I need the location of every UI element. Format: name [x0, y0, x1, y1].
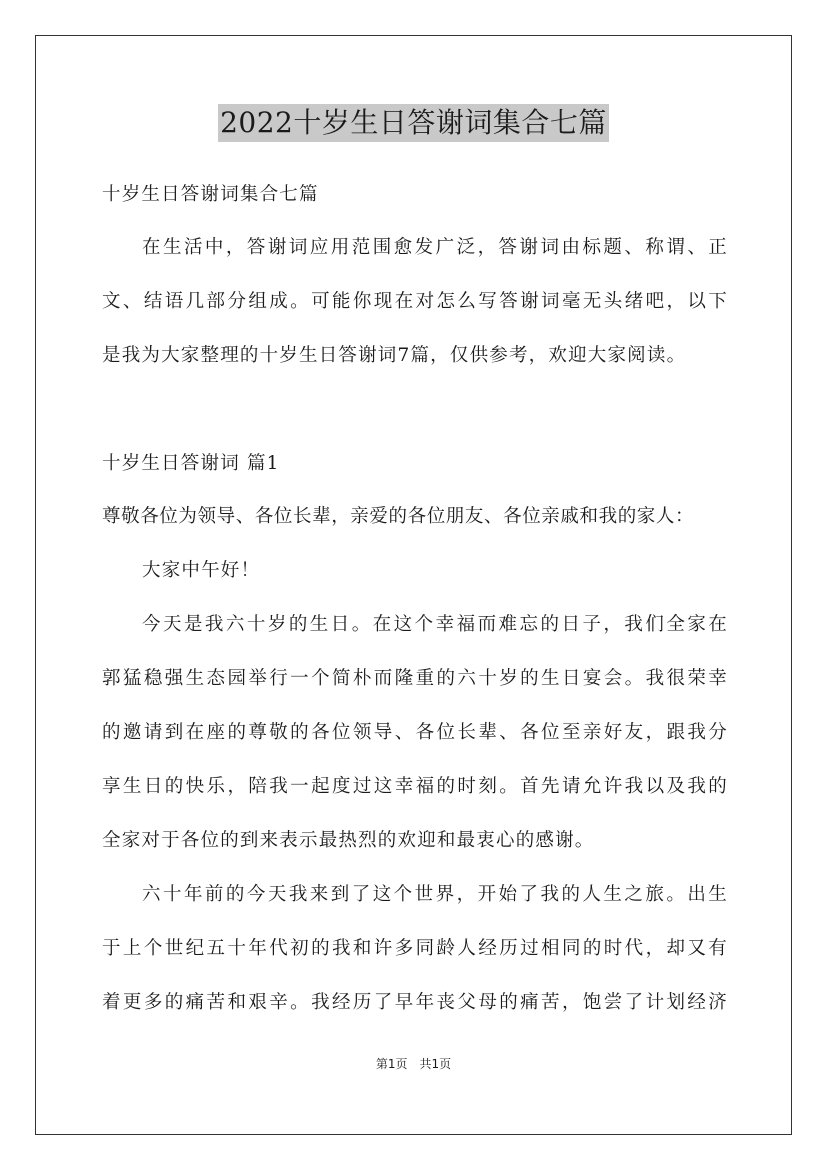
document-title: 2022十岁生日答谢词集合七篇 [218, 104, 609, 142]
para1-line-1: 今天是我六十岁的生日。在这个幸福而难忘的日子，我们全家在 [142, 614, 728, 635]
para2-line-3: 着更多的痛苦和艰辛。我经历了早年丧父母的痛苦，饱尝了计划经济 [102, 992, 728, 1013]
document-subtitle: 十岁生日答谢词集合七篇 [102, 184, 319, 205]
para1-line-4: 享生日的快乐，陪我一起度过这幸福的时刻。首先请允许我以及我的 [102, 776, 728, 797]
salutation: 尊敬各位为领导、各位长辈，亲爱的各位朋友、各位亲戚和我的家人： [102, 506, 695, 527]
para1-line-5: 全家对于各位的到来表示最热烈的欢迎和最衷心的感谢。 [102, 830, 595, 851]
para1-line-2: 郭猛稳强生态园举行一个简朴而隆重的六十岁的生日宴会。我很荣幸 [102, 668, 728, 689]
para2-line-1: 六十年前的今天我来到了这个世界，开始了我的人生之旅。出生 [142, 884, 728, 905]
greeting: 大家中午好！ [142, 560, 261, 581]
intro-line-1: 在生活中，答谢词应用范围愈发广泛，答谢词由标题、称谓、正 [142, 237, 728, 258]
section-heading: 十岁生日答谢词 篇1 [102, 453, 280, 474]
para1-line-3: 的邀请到在座的尊敬的各位领导、各位长辈、各位至亲好友，跟我分 [102, 722, 728, 743]
page-number-footer: 第1页 共1页 [375, 1057, 452, 1071]
para2-line-2: 于上个世纪五十年代初的我和许多同龄人经历过相同的时代，却又有 [102, 938, 728, 959]
intro-line-3: 是我为大家整理的十岁生日答谢词7篇，仅供参考，欢迎大家阅读。 [102, 345, 687, 366]
title-container [0, 104, 827, 142]
intro-line-2: 文、结语几部分组成。可能你现在对怎么写答谢词毫无头绪吧，以下 [102, 291, 728, 312]
